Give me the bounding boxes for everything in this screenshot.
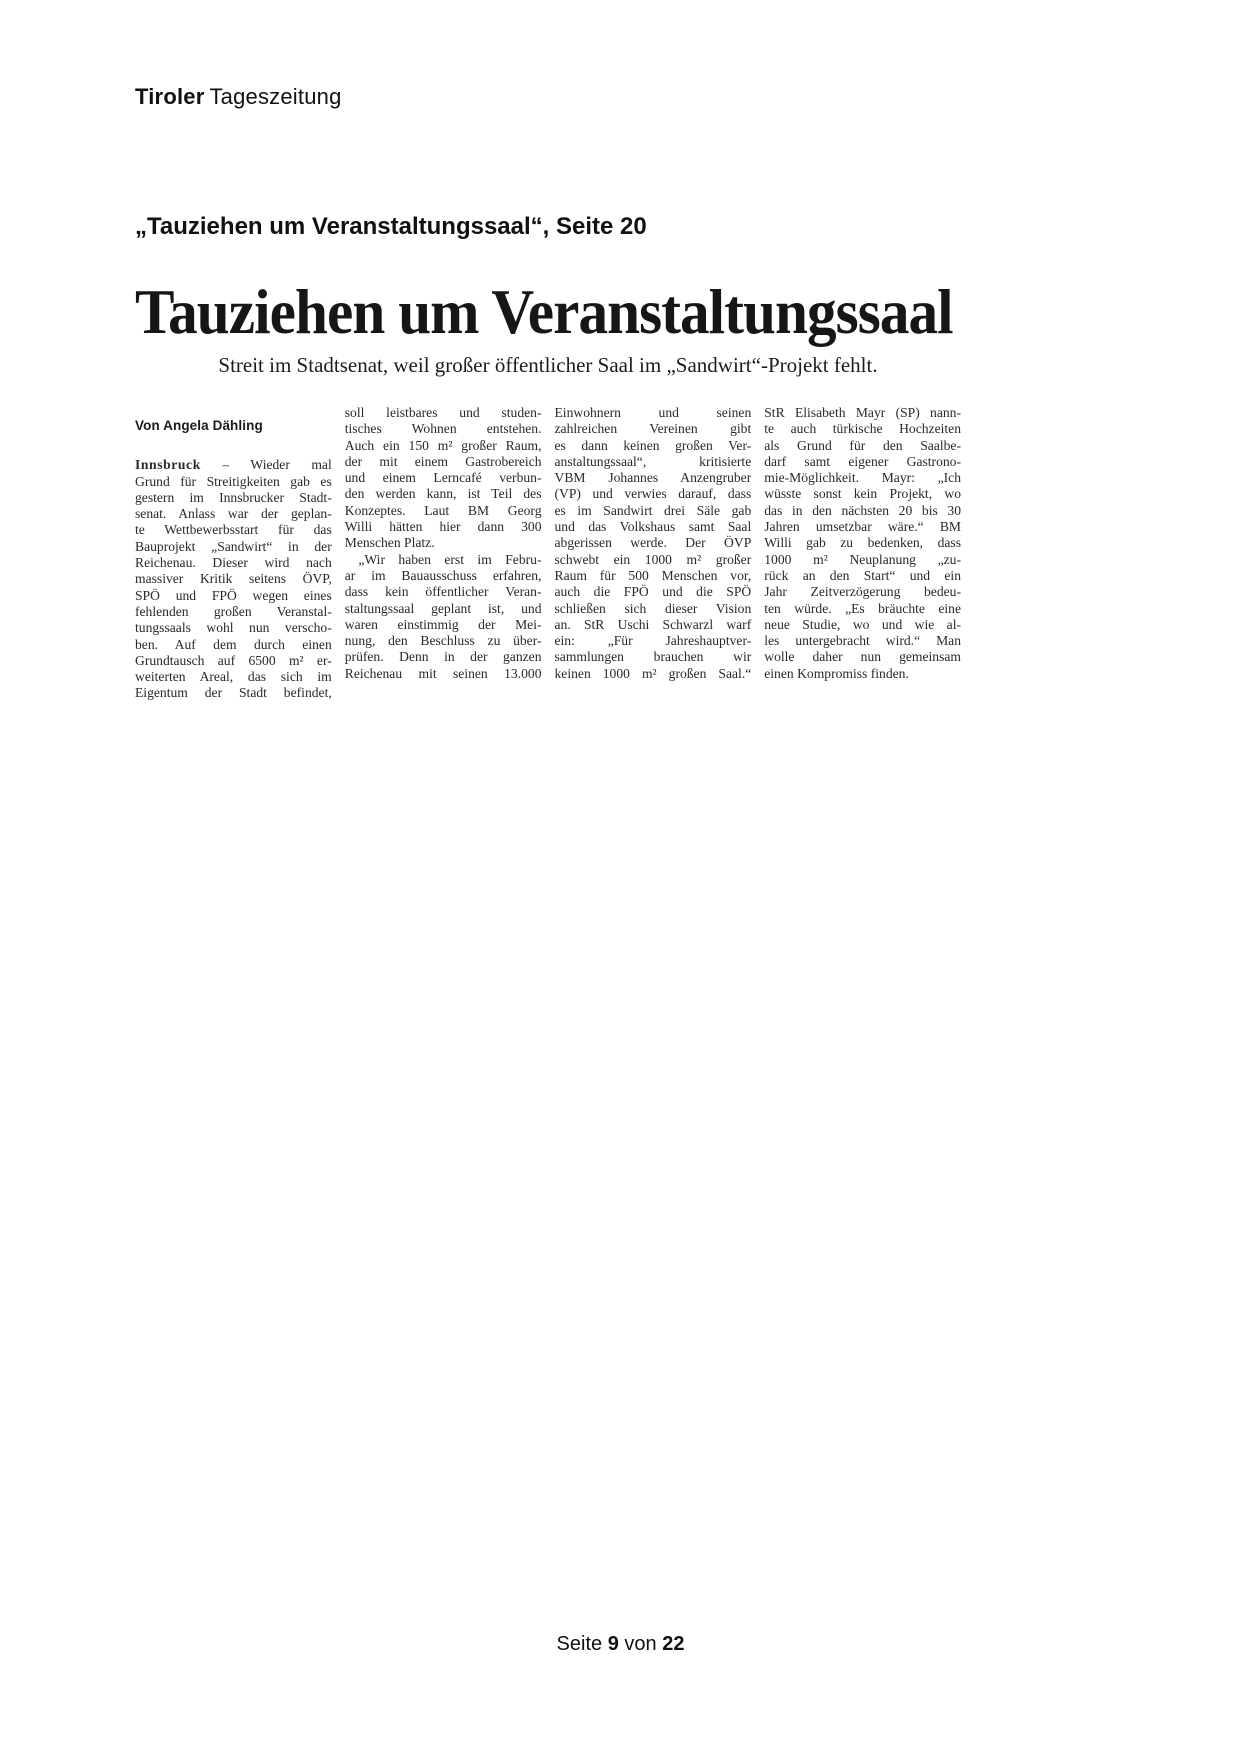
text-line: zahlreichen Vereinen gibt <box>554 421 752 437</box>
text-line: te auch türkische Hochzeiten <box>764 421 961 437</box>
text-line: wüsste sonst kein Projekt, wo <box>764 486 961 502</box>
article-subheadline: Streit im Stadtsenat, weil großer öffentlicher Saal im „Sandwirt“-Projekt fehlt. <box>218 353 878 377</box>
text-line: (VP) und verwies darauf, dass <box>554 486 752 502</box>
dateline-bold: Innsbruck <box>135 457 201 473</box>
text-line: ar im Bauausschuss erfahren, <box>344 567 542 583</box>
article-column-2 <box>345 405 542 702</box>
column-1-text <box>135 457 332 701</box>
text-line: Einwohnern und seinen <box>554 405 752 420</box>
article-column-3 <box>555 405 752 702</box>
text-line: Reichenau mit seinen 13.000 <box>344 665 542 681</box>
text-line: ten würde. „Es bräuchte eine <box>764 600 961 616</box>
text-line: und einem Lerncafé verbun- <box>344 470 542 486</box>
masthead-name-regular: Tageszeitung <box>209 84 342 109</box>
text-line: Eigentum der Stadt befindet, <box>135 685 332 701</box>
text-line: soll leistbares und studen- <box>344 405 542 420</box>
text-line: der mit einem Gastrobereich <box>344 453 542 469</box>
paragraph <box>764 405 961 682</box>
article-column-1 <box>135 405 332 702</box>
article-headline: Tauziehen um Veranstaltungssaal <box>135 277 953 347</box>
text-line: massiver Kritik seitens ÖVP, <box>135 571 332 587</box>
paragraph <box>345 405 542 552</box>
text-line: rück an den Start“ und ein <box>764 567 961 583</box>
paragraph <box>555 405 752 682</box>
article-reference-heading: „Tauziehen um Veranstaltungssaal“, Seite 20 <box>135 213 647 240</box>
text-line: neue Studie, wo und wie al- <box>764 616 961 632</box>
text-line: te Wettbewerbsstart für das <box>135 522 332 538</box>
column-4-text <box>764 405 961 682</box>
text-line: das in den nächsten 20 bis 30 <box>764 502 961 518</box>
text-line: gestern im Innsbrucker Stadt- <box>135 489 332 505</box>
paragraph <box>135 457 332 701</box>
text-line: ben. Auf dem durch einen <box>135 636 332 652</box>
text-line: auch die FPÖ und die SPÖ <box>554 584 752 600</box>
text-line: keinen 1000 m² großen Saal.“ <box>554 665 752 681</box>
text-line: es dann keinen großen Ver- <box>554 437 752 453</box>
text-line: dass kein öffentlicher Veran- <box>344 584 542 600</box>
text-line: anstaltungssaal“, kritisierte <box>554 453 752 469</box>
masthead-name-bold: Tiroler <box>135 84 205 109</box>
footer-page-number: 9 <box>607 1633 619 1655</box>
text-line: weiterten Areal, das sich im <box>135 669 332 685</box>
text-line: Reichenau. Dieser wird nach <box>135 555 332 571</box>
text-line: Willi gab zu bedenken, dass <box>764 535 961 551</box>
text-line: 1000 m² Neuplanung „zu- <box>764 551 961 567</box>
text-line: prüfen. Denn in der ganzen <box>344 649 542 665</box>
article-column-4 <box>764 405 961 702</box>
text-line: an. StR Uschi Schwarzl warf <box>554 616 752 632</box>
text-line: wolle daher nun gemeinsam <box>764 649 961 665</box>
text-line: tisches Wohnen entstehen. <box>344 421 542 437</box>
text-line: nung, den Beschluss zu über- <box>344 633 542 649</box>
text-line: StR Elisabeth Mayr (SP) nann- <box>764 405 961 420</box>
text-line: den werden kann, ist Teil des <box>344 486 542 502</box>
text-line: darf samt eigener Gastrono- <box>764 453 961 469</box>
footer-total-pages: 22 <box>662 1633 685 1655</box>
column-3-text <box>555 405 752 682</box>
text-line: Auch ein 150 m² großer Raum, <box>344 437 542 453</box>
article-byline: Von Angela Dähling <box>135 418 263 433</box>
text-line: es im Sandwirt drei Säle gab <box>554 502 752 518</box>
text-line: und das Volkshaus samt Saal <box>554 519 752 535</box>
text-line: mie-Möglichkeit. Mayr: „Ich <box>764 470 961 486</box>
newspaper-article <box>135 277 961 702</box>
text-line: einen Kompromiss finden. <box>764 665 909 681</box>
text-line: Jahr Zeitverzögerung bedeu- <box>764 584 961 600</box>
article-columns <box>135 405 961 702</box>
text-line: waren einstimmig der Mei- <box>344 616 542 632</box>
text-line: Bauprojekt „Sandwirt“ in der <box>135 538 332 554</box>
text-line: VBM Johannes Anzengruber <box>554 470 752 486</box>
text-line: schwebt ein 1000 m² großer <box>554 551 752 567</box>
text-line: Innsbruck – Wieder mal <box>135 457 332 473</box>
text-line: ein: „Für Jahreshauptver- <box>554 633 752 649</box>
page-number-footer <box>0 1633 1241 1656</box>
text-line: les untergebracht wird.“ Man <box>764 633 961 649</box>
newspaper-masthead <box>135 84 342 110</box>
text-line: Konzeptes. Laut BM Georg <box>344 502 542 518</box>
footer-label: Seite <box>556 1633 603 1655</box>
paragraph <box>345 552 542 682</box>
text-line: fehlenden großen Veranstal- <box>135 603 332 619</box>
text-line: Menschen Platz. <box>344 535 435 551</box>
text-line: Grundtausch auf 6500 m² er- <box>135 652 332 668</box>
text-line: schließen sich dieser Vision <box>554 600 752 616</box>
text-line: staltungssaal geplant ist, und <box>344 600 542 616</box>
text-line: Willi hätten hier dann 300 <box>344 519 542 535</box>
column-2-text <box>345 405 542 682</box>
text-line: sammlungen brauchen wir <box>554 649 752 665</box>
text-line: senat. Anlass war der geplan- <box>135 506 332 522</box>
text-line: Jahren umsetzbar wäre.“ BM <box>764 519 961 535</box>
text-line: „Wir haben erst im Febru- <box>344 551 542 567</box>
text-line: Raum für 500 Menschen vor, <box>554 567 752 583</box>
text-line: abgerissen werde. Der ÖVP <box>554 535 752 551</box>
text-line: als Grund für den Saalbe- <box>764 437 961 453</box>
text-line: Grund für Streitigkeiten gab es <box>135 473 332 489</box>
footer-of-label: von <box>624 1633 657 1655</box>
text-line: tungssaals wohl nun verscho- <box>135 620 332 636</box>
text-line: SPÖ und FPÖ wegen eines <box>135 587 332 603</box>
